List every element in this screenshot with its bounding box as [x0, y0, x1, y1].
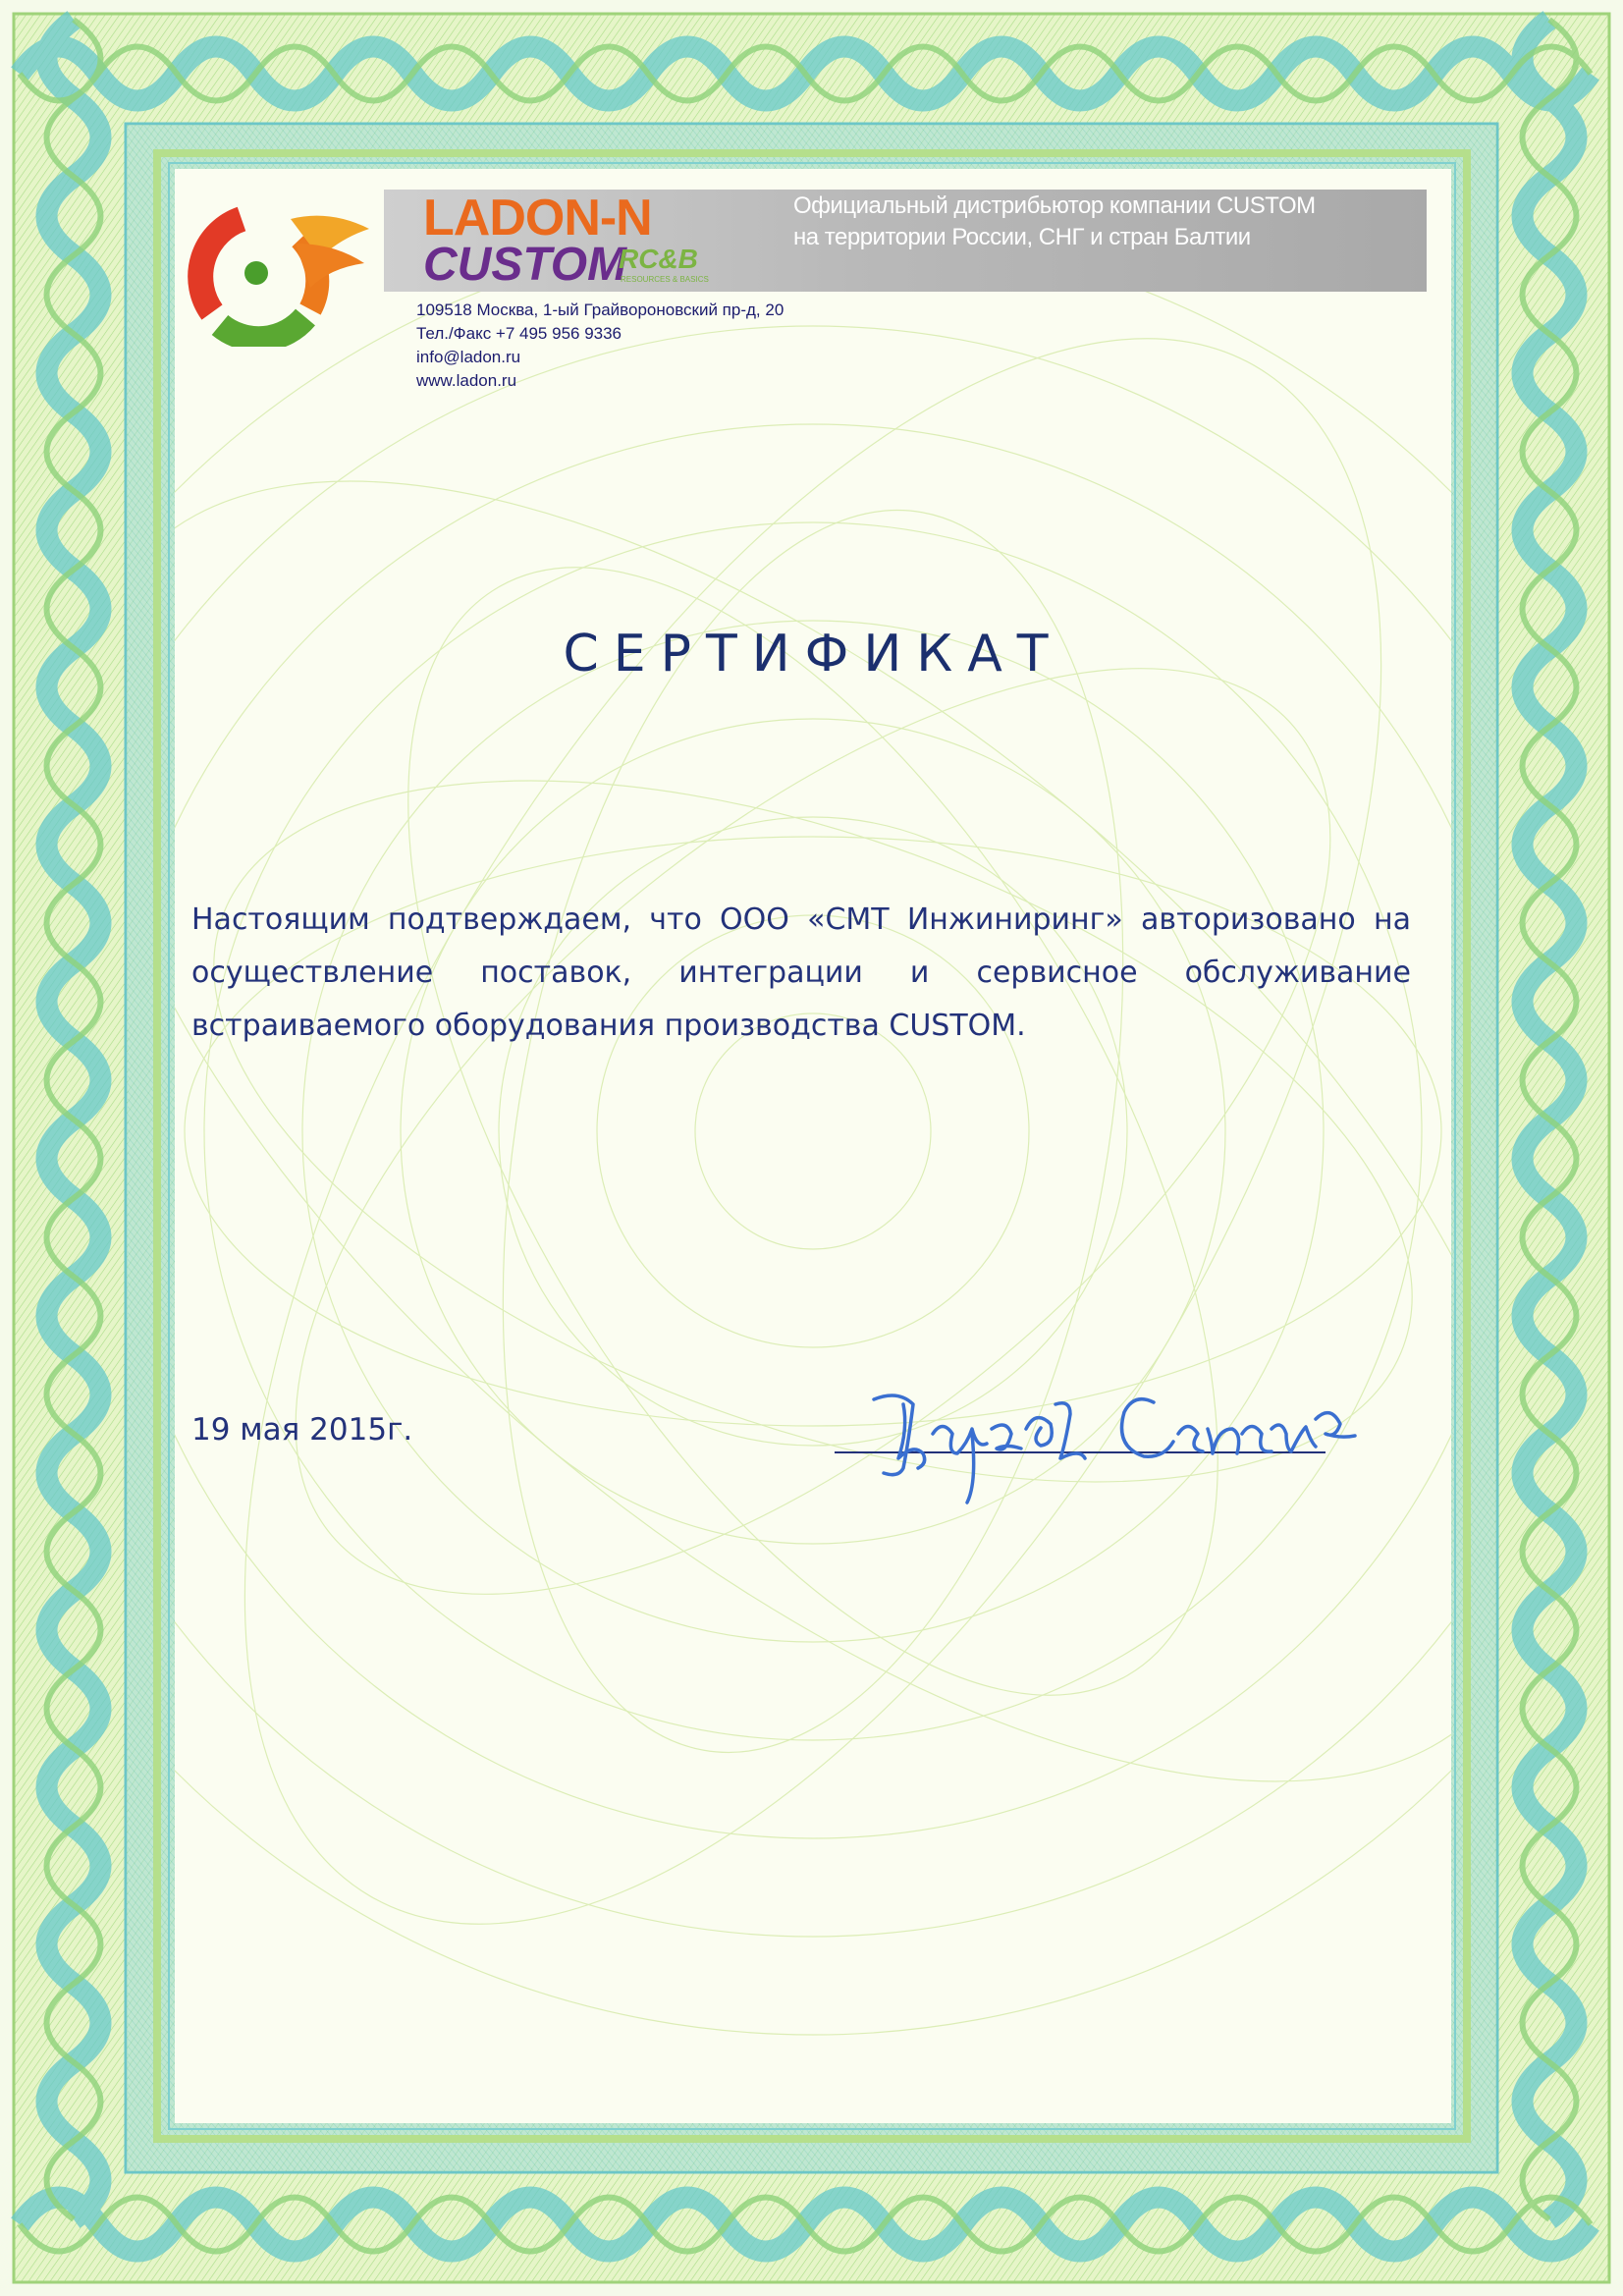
handwritten-signature	[854, 1375, 1384, 1512]
guilloche-background	[175, 169, 1451, 2123]
brand-ladon-n: LADON-N	[423, 190, 652, 246]
address: 109518 Москва, 1-ый Грайвороновский пр-д, 20	[416, 301, 784, 319]
brand-rcb: RC&B	[619, 244, 698, 274]
email: info@ladon.ru	[416, 348, 521, 366]
distributor-line-2: на территории России, СНГ и стран Балтии	[793, 224, 1251, 250]
website: www.ladon.ru	[416, 371, 517, 390]
brand-rcb-subtitle: RESOURCES & BASICS	[621, 275, 709, 284]
contact-block	[416, 299, 784, 393]
phone: Тел./Факс +7 495 956 9336	[416, 324, 622, 343]
distributor-statement	[793, 191, 1422, 253]
ladon-logo-icon	[183, 199, 379, 347]
certificate-body: Настоящим подтверждаем, что ООО «СМТ Инжиниринг» авторизовано на осуществление поставок, интеграции и сервисное обслуживание встраиваемого оборудования производства CUSTOM.	[191, 902, 1411, 1043]
distributor-line-1: Официальный дистрибьютор компании CUSTOM	[793, 192, 1316, 219]
certificate-date: 19 мая 2015г.	[191, 1412, 413, 1448]
brand-custom: CUSTOM	[423, 239, 627, 291]
certificate-title: СЕРТИФИКАТ	[563, 625, 1063, 683]
